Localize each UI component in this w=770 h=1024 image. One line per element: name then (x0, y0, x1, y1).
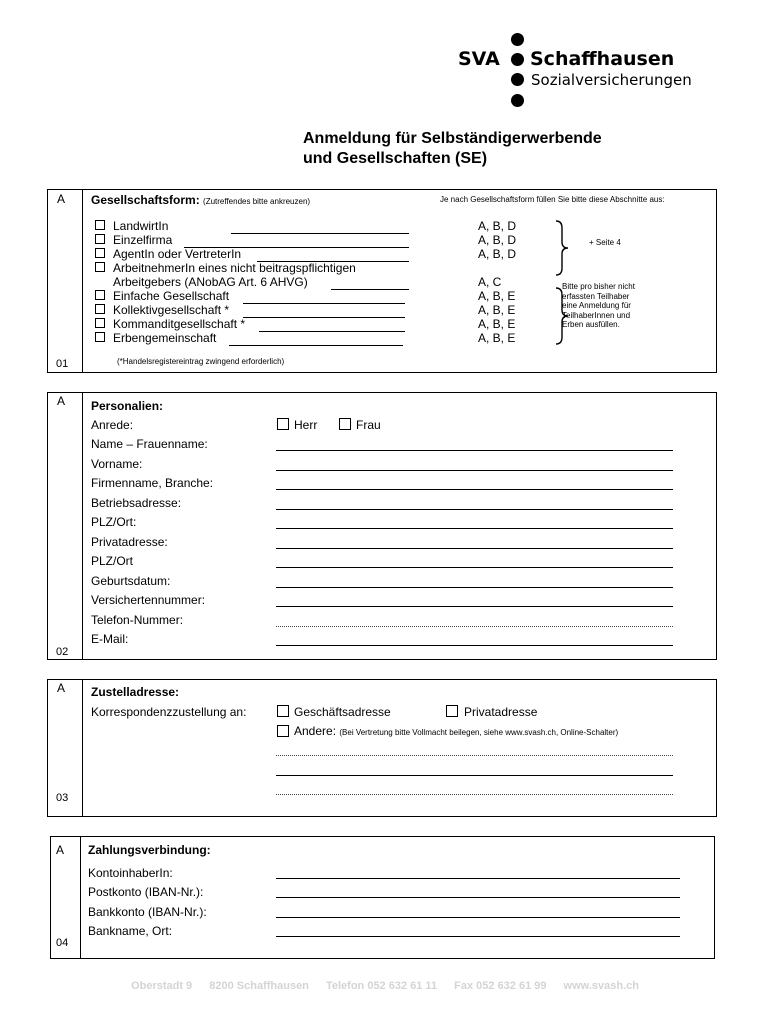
page-title (303, 129, 602, 169)
brace-note-teilhaber: Bitte pro bisher nicht erfassten Teilhaber eine Anmeldung für TeilhaberInnen und Erben ausfüllen. (562, 282, 635, 329)
option-label: Kommanditgesellschaft * (113, 317, 246, 331)
plz-ort-private-input-line[interactable] (276, 567, 673, 568)
field-label: E-Mail: (91, 632, 129, 646)
privatadresse-input-line[interactable] (276, 548, 673, 549)
section-heading: Zahlungsverbindung: (88, 843, 211, 857)
checkbox-andere[interactable] (277, 725, 289, 737)
option-label: AgentIn oder VertreterIn (113, 247, 242, 261)
footer (0, 980, 770, 992)
checkbox-arbeitnehmerin[interactable] (95, 262, 105, 272)
section-divider (82, 190, 83, 372)
option-label: Kollektivgesellschaft * (113, 303, 230, 317)
geburtsdatum-input-line[interactable] (276, 587, 673, 588)
anrede-label: Anrede: (91, 418, 134, 432)
bankname-input-line[interactable] (276, 936, 680, 937)
fill-line (243, 317, 405, 318)
option-code: A, B, D (478, 247, 517, 261)
option-code: A, B, E (478, 331, 516, 345)
section-heading: Personalien: (91, 399, 164, 413)
option-label: Einzelfirma (113, 233, 173, 247)
fill-line (331, 289, 409, 290)
section-right-hint: Je nach Gesellschaftsform füllen Sie bitte diese Abschnitte aus: (440, 195, 665, 204)
section-divider (82, 393, 83, 659)
logo-sva: SVA (458, 48, 500, 70)
field-label: Firmenname, Branche: (91, 476, 214, 490)
footnote: (*Handelsregistereintrag zwingend erforderlich) (117, 357, 285, 366)
checkbox-agentin[interactable] (95, 248, 105, 258)
field-label: Name – Frauenname: (91, 437, 208, 451)
fill-line (243, 303, 405, 304)
checkbox-privatadresse[interactable] (446, 705, 458, 717)
checkbox-kommanditgesellschaft[interactable] (95, 318, 105, 328)
option-code: A, B, D (478, 219, 517, 233)
checkbox-frau[interactable] (339, 418, 351, 430)
section-letter: A (56, 843, 65, 857)
section-heading: Zustelladresse: (91, 685, 180, 699)
checkbox-einfache-gesellschaft[interactable] (95, 290, 105, 300)
email-input-line[interactable] (276, 645, 673, 646)
section-divider (80, 837, 81, 958)
field-label: Bankkonto (IBAN-Nr.): (88, 905, 207, 919)
field-label: Geburtsdatum: (91, 574, 171, 588)
fill-line (229, 345, 403, 346)
checkbox-kollektivgesellschaft[interactable] (95, 304, 105, 314)
section-divider (82, 680, 83, 816)
option-label: ArbeitnehmerIn eines nicht beitragspflichtigen (113, 261, 356, 275)
option-code: A, B, E (478, 317, 516, 331)
footer-city: 8200 Schaffhausen (209, 980, 309, 992)
option-code: A, C (478, 275, 502, 289)
checkbox-erbengemeinschaft[interactable] (95, 332, 105, 342)
option-label: Einfache Gesellschaft (113, 289, 230, 303)
betriebsadresse-input-line[interactable] (276, 509, 673, 510)
section-heading: Gesellschaftsform: (Zutreffendes bitte ankreuzen) (91, 193, 311, 207)
privatadresse-label: Privatadresse (464, 705, 538, 719)
option-label: LandwirtIn (113, 219, 169, 233)
section-personalien (47, 392, 717, 660)
andere-input-line[interactable] (276, 755, 673, 756)
vorname-input-line[interactable] (276, 470, 673, 471)
checkbox-landwirtin[interactable] (95, 220, 105, 230)
field-label: Betriebsadresse: (91, 496, 182, 510)
field-label: PLZ/Ort (91, 554, 134, 568)
logo-dot-icon (511, 94, 524, 107)
footer-website: www.svash.ch (563, 980, 639, 992)
logo-dot-icon (511, 53, 524, 66)
logo-subtitle: Sozialversicherungen (531, 71, 692, 89)
section-number: 04 (56, 937, 69, 949)
field-label: Vorname: (91, 457, 143, 471)
plz-ort-input-line[interactable] (276, 528, 673, 529)
logo-dot-icon (511, 33, 524, 46)
field-label: Postkonto (IBAN-Nr.): (88, 885, 204, 899)
field-label: Telefon-Nummer: (91, 613, 184, 627)
andere-input-line[interactable] (276, 794, 673, 795)
option-code: A, B, E (478, 289, 516, 303)
andere-input-line[interactable] (276, 775, 673, 776)
section-letter: A (57, 394, 66, 408)
field-label: Privatadresse: (91, 535, 168, 549)
section-letter: A (57, 681, 66, 695)
option-code: A, B, E (478, 303, 516, 317)
logo-schaffhausen: Schaffhausen (530, 48, 675, 70)
section-number: 02 (56, 646, 69, 658)
herr-label: Herr (294, 418, 318, 432)
footer-fax: Fax 052 632 61 99 (454, 980, 547, 992)
kontoinhaber-input-line[interactable] (276, 878, 680, 879)
bankkonto-input-line[interactable] (276, 917, 680, 918)
geschaeftsadresse-label: Geschäftsadresse (294, 705, 391, 719)
checkbox-herr[interactable] (277, 418, 289, 430)
fill-line (259, 331, 405, 332)
section-zahlungsverbindung (50, 836, 715, 959)
brace-icon (554, 220, 570, 276)
telefon-input-line[interactable] (276, 626, 673, 627)
section-zustelladresse (47, 679, 717, 817)
section-number: 03 (56, 792, 69, 804)
title-line-1: Anmeldung für Selbständigerwerbende (303, 130, 602, 147)
field-label: KontoinhaberIn: (88, 866, 173, 880)
checkbox-einzelfirma[interactable] (95, 234, 105, 244)
versichertennummer-input-line[interactable] (276, 606, 673, 607)
field-label: PLZ/Ort: (91, 515, 137, 529)
option-label: Arbeitgebers (ANobAG Art. 6 AHVG) (113, 275, 308, 289)
section-number: 01 (56, 358, 69, 370)
korrespondenz-label: Korrespondenzzustellung an: (91, 705, 247, 719)
title-line-2: und Gesellschaften (SE) (303, 150, 488, 167)
firmenname-input-line[interactable] (276, 489, 673, 490)
andere-label: Andere: (Bei Vertretung bitte Vollmacht beilegen, siehe www.svash.ch, Online-Schalter) (294, 724, 619, 738)
section-letter: A (57, 192, 66, 206)
checkbox-geschaeftsadresse[interactable] (277, 705, 289, 717)
option-label: Erbengemeinschaft (113, 331, 217, 345)
frau-label: Frau (356, 418, 381, 432)
name-input-line[interactable] (276, 450, 673, 451)
footer-address: Oberstadt 9 (131, 980, 193, 992)
footer-phone: Telefon 052 632 61 11 (325, 980, 438, 992)
postkonto-input-line[interactable] (276, 897, 680, 898)
field-label: Bankname, Ort: (88, 924, 173, 938)
fill-line (231, 233, 409, 234)
field-label: Versichertennummer: (91, 593, 206, 607)
logo-dot-icon (511, 73, 524, 86)
brace-note-seite4: + Seite 4 (589, 238, 621, 247)
option-code: A, B, D (478, 233, 517, 247)
section-gesellschaftsform (47, 189, 717, 373)
